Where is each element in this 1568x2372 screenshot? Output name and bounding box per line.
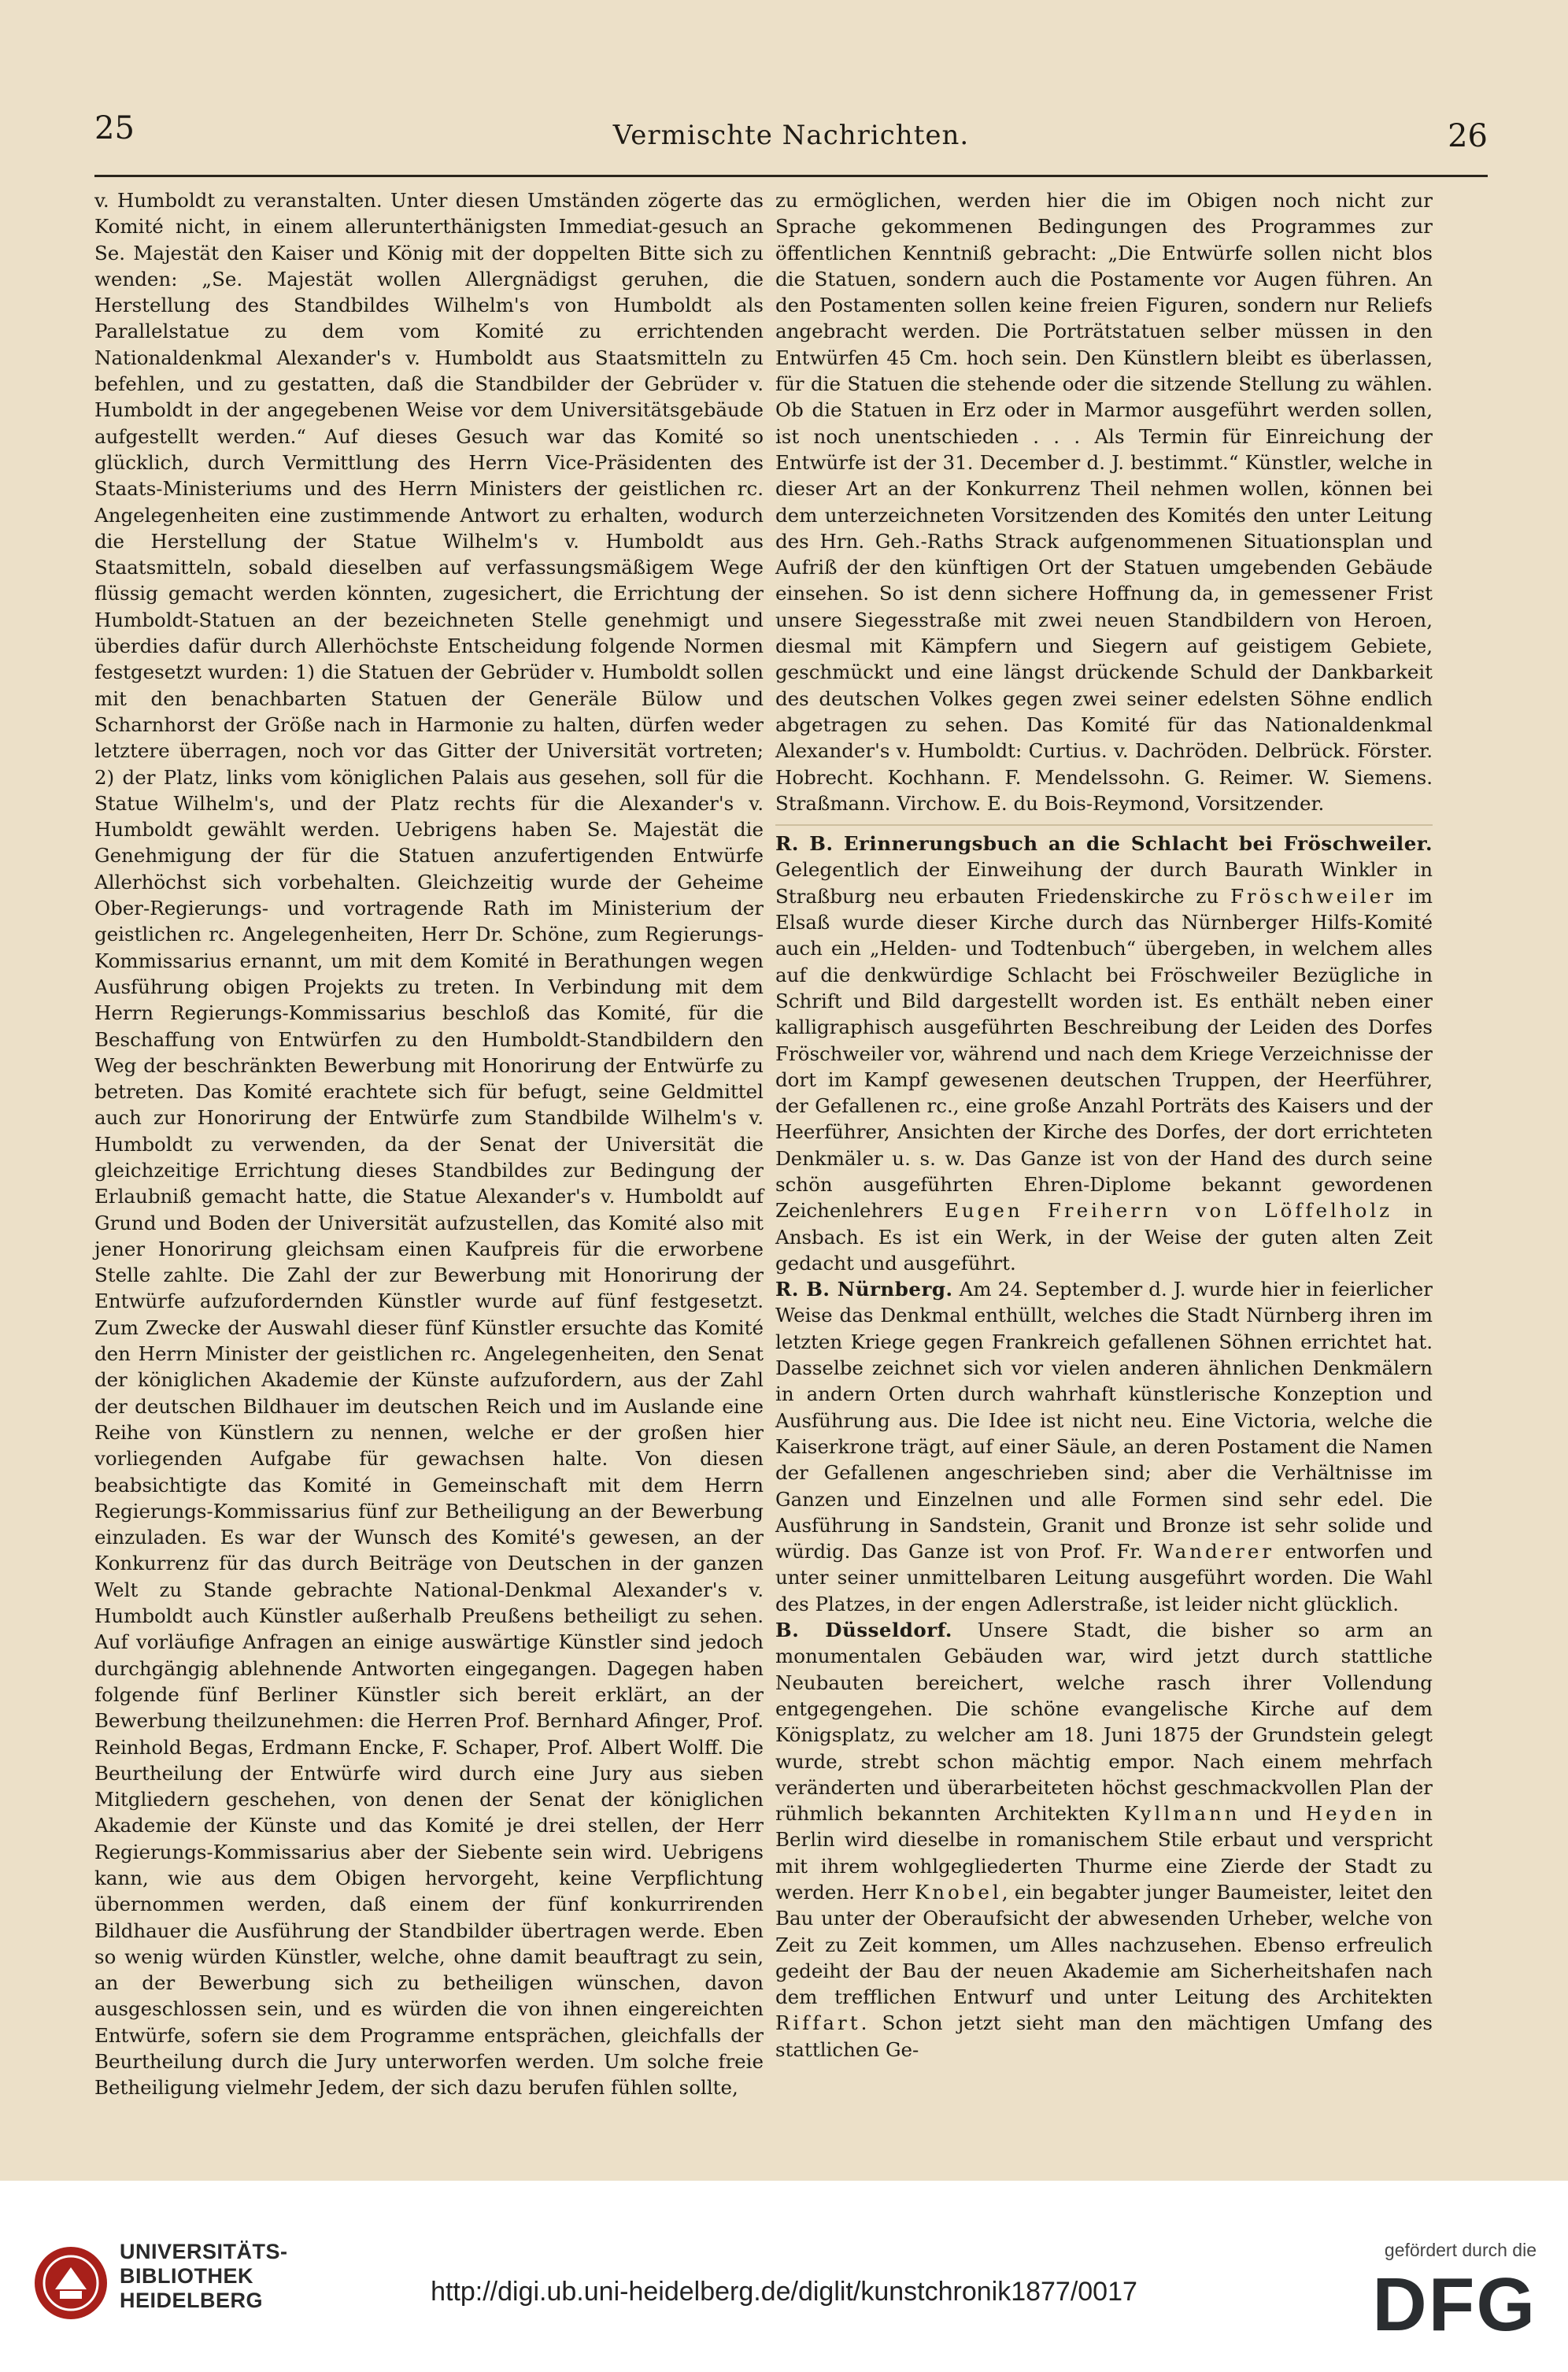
article-spaced-name: Wanderer: [1153, 1540, 1275, 1563]
article-text: im Elsaß wurde dieser Kirche durch das Nürnberger Hilfs-Komité auch ein „Helden- und Todtenbuch“ übergeben, in welchem alles auf die denkwürdige Schlacht bei Fröschweiler Bezügliche in Schrift und Bild dargestellt worden ist. Es enthält neben einer kalligraphisch ausgeführten Beschreibung der Leiden des Dorfes Fröschweiler vor, während und nach dem Kriege Verzeichnisse der dort im Kampf gewesenen deutschen Truppen, der Heerführer, der Gefallenen rc., eine große Anzahl Porträts des Kaisers und der Heerführer, Ansichten der Kirche des Dorfes, der dort errichteten Denkmäler u. s. w. Das Ganze ist von der Hand des durch seine schön ausgeführten Ehren-Diplome bekannt gewordenen Zeichenlehrers: [775, 884, 1433, 1223]
article-heading: R. B. Erinnerungsbuch an die Schlacht bei Fröschweiler.: [775, 832, 1433, 856]
article-text: Am 24. September d. J. wurde hier in feierlicher Weise das Denkmal enthüllt, welches die Stadt Nürnberg ihren im letzten Kriege gegen Frankreich gefallenen Söhnen errichtet hat. Dasselbe zeichnet sich vor vielen anderen ähnlichen Denkmälern in andern Orten durch wahrhaft künstlerische Konzeption und Ausführung aus. Die Idee ist nicht neu. Eine Victoria, welche die Kaiserkrone trägt, auf einer Säule, an deren Postament die Namen der Gefallenen angeschrieben sind; aber die Verhältnisse im Ganzen und Einzelnen und alle Formen sind sehr edel. Die Ausführung in Sandstein, Granit und Bronze ist sehr solide und würdig. Das Ganze ist von Prof. Fr.: [775, 1278, 1433, 1563]
article-spaced-name: Heyden: [1305, 1802, 1400, 1826]
header-rule: [94, 175, 1488, 177]
university-name-text: UNIVERSITÄTS- BIBLIOTHEK HEIDELBERG: [120, 2240, 288, 2312]
article-nuernberg: [775, 1276, 1433, 1617]
left-column: [94, 187, 764, 2101]
article-spaced-name: Riffart: [775, 2011, 861, 2035]
right-column: [775, 187, 1433, 2063]
page-number-right: 26: [1448, 118, 1488, 154]
right-paragraph-continuation: zu ermöglichen, werden hier die im Obigen noch nicht zur Sprache gekommenen Bedingungen des Programmes zur öffentlichen Kenntniß gebracht: „Die Entwürfe sollen nicht blos die Statuen, sondern auch die Postamente vor Augen führen. An den Postamenten sollen keine freien Figuren, sondern nur Reliefs angebracht werden. Die Porträtstatuen selber müssen in den Entwürfen 45 Cm. hoch sein. Den Künstlern bleibt es überlassen, für die Statuen die stehende oder die sitzende Stellung zu wählen. Ob die Statuen in Erz oder in Marmor ausgeführt werden sollen, ist noch unentschieden . . . Als Termin für Einreichung der Entwürfe ist der 31. December d. J. bestimmt.“ Künstler, welche in dieser Art an der Konkurrenz Theil nehmen wollen, können bei dem unterzeichneten Vorsitzenden des Komités den unter Leitung des Hrn. Geh.-Raths Strack aufgenommenen Situationsplan und Aufriß der den künftigen Ort der Statuen umgebenden Gebäude einsehen. So ist denn sichere Hoffnung da, in gemessener Frist unsere Siegesstraße mit zwei neuen Standbildern von Heroen, diesmal mit Kämpfern und Siegern auf geistigem Gebiete, geschmückt und eine längst drückende Schuld der Dankbarkeit des deutschen Volkes gegen zwei seiner edelsten Söhne endlich abgetragen zu sehen. Das Komité für das Nationaldenkmal Alexander's v. Humboldt: Curtius. v. Dachröden. Delbrück. Förster. Hobrecht. Kochhann. F. Mendelssohn. G. Reimer. W. Siemens. Straßmann. Virchow. E. du Bois-Reymond, Vorsitzender.: [775, 189, 1433, 815]
dfg-caption: gefördert durch die: [1384, 2240, 1537, 2260]
article-text: Unsere Stadt, die bisher so arm an monumentalen Gebäuden war, wird jetzt durch stattliche Neubauten bereichert, welche rasch ihrer Vollendung entgegengehen. Die schöne evangelische Kirche auf dem Königsplatz, zu welcher am 18. Juni 1875 der Grundstein gelegt wurde, strebt schon mächtig empor. Nach einem mehrfach veränderten und überarbeiteten höchst geschmackvollen Plan der rühmlich bekannten Architekten: [775, 1619, 1433, 1826]
article-froeschweiler: [775, 831, 1433, 1276]
article-text: in Ansbach. Es ist ein Werk, in der Weise der guten alten Zeit gedacht und ausgeführt.: [775, 1199, 1433, 1275]
article-spaced-name: Fröschweiler: [1230, 884, 1396, 908]
article-text: Gelegentlich der Einweihung der durch Baurath Winkler in Straßburg neu erbauten Friedenskirche zu: [775, 858, 1433, 908]
article-spaced-name: Knobel: [914, 1881, 1002, 1904]
page-number-left: 25: [94, 110, 135, 146]
dfg-logo: DFG: [1372, 2263, 1537, 2347]
page-header: [94, 104, 1488, 159]
left-paragraph: v. Humboldt zu veranstalten. Unter diesen Umständen zögerte das Komité nicht, in einem allerunterthänigsten Immediat-gesuch an Se. Majestät den Kaiser und König mit der doppelten Bitte sich zu wenden: „Se. Majestät wollen Allergnädigst geruhen, die Herstellung des Standbildes Wilhelm's von Humboldt als Parallelstatue zu dem vom Komité zu errichtenden Nationaldenkmal Alexander's v. Humboldt aus Staatsmitteln zu befehlen, und zu gestatten, daß die Standbilder der Gebrüder v. Humboldt in der angegebenen Weise vor dem Universitätsgebäude aufgestellt werden.“ Auf dieses Gesuch war das Komité so glücklich, durch Vermittlung des Herrn Vice-Präsidenten des Staats-Ministeriums und des Herrn Ministers der geistlichen rc. Angelegenheiten eine zustimmende Antwort zu erhalten, wodurch die Herstellung der Statue Wilhelm's v. Humboldt aus Staatsmitteln, sobald dieselben auf verfassungsmäßigem Wege flüssig gemacht werden könnten, zugesichert, die Errichtung der Humboldt-Statuen an der bezeichneten Stelle genehmigt und überdies dafür durch Allerhöchste Entscheidung folgende Normen festgesetzt wurden: 1) die Statuen der Gebrüder v. Humboldt sollen mit den benachbarten Statuen der Generäle Bülow und Scharnhorst der Größe nach in Harmonie zu halten, dürfen weder letztere überragen, noch vor das Gitter der Universität vortreten; 2) der Platz, links vom königlichen Palais aus gesehen, soll für die Statue Wilhelm's, und der Platz rechts für die Alexander's v. Humboldt gewählt werden. Uebrigens haben Se. Majestät die Genehmigung der für die Statuen anzufertigenden Entwürfe Allerhöchst sich vorbehalten. Gleichzeitig wurde der Geheime Ober-Regierungs- und vortragende Rath im Ministerium der geistlichen rc. Angelegenheiten, Herr Dr. Schöne, zum Regierungs-Kommissarius ernannt, um mit dem Komité in Berathungen wegen Ausführung obigen Projekts zu treten. In Verbindung mit dem Herrn Regierungs-Kommissarius beschloß das Komité, für die Beschaffung von Entwürfen zu den Humboldt-Standbildern den Weg der beschränkten Bewerbung mit Honorirung der Entwürfe zu betreten. Das Komité erachtete sich für befugt, seine Geldmittel auch zur Honorirung der Entwürfe zum Standbilde Wilhelm's v. Humboldt zu verwenden, da der Senat der Universität die gleichzeitige Errichtung dieses Standbildes zur Bedingung der Erlaubniß gemacht hatte, die Statue Alexander's v. Humboldt auf Grund und Boden der Universität aufzustellen, das Komité also mit jener Honorirung gleichsam einen Kaufpreis für die erworbene Stelle zahlte. Die Zahl der zur Bewerbung mit Honorirung der Entwürfe aufzufordernden Künstler wurde auf fünf festgesetzt. Zum Zwecke der Auswahl dieser fünf Künstler ersuchte das Komité den Herrn Minister der geistlichen rc. Angelegenheiten, den Senat der königlichen Akademie der Künste aufzufordern, aus der Zahl der deutschen Bildhauer im deutschen Reich und im Auslande eine Reihe von Künstlern zu nennen, welche er der großen hier vorliegenden Aufgabe für gewachsen halte. Von diesen beabsichtigte das Komité in Gemeinschaft mit dem Herrn Regierungs-Kommissarius fünf zur Betheiligung an der Bewerbung einzuladen. Es war der Wunsch des Komité's gewesen, an der Konkurrenz für das durch Beiträge von Deutschen in der ganzen Welt zu Stande gebrachte National-Denkmal Alexander's v. Humboldt auch Künstler außerhalb Preußens betheiligt zu sehen. Auf vorläufige Anfragen an einige auswärtige Künstler sind jedoch durchgängig ablehnende Antworten eingegangen. Dagegen haben folgende fünf Berliner Künstler sich bereit erklärt, an der Bewerbung theilzunehmen: die Herren Prof. Bernhard Afinger, Prof. Reinhold Begas, Erdmann Encke, F. Schaper, Prof. Albert Wolff. Die Beurtheilung der Entwürfe wird durch eine Jury aus sieben Mitgliedern geschehen, von denen der Senat der königlichen Akademie der Künste und das Komité je drei stellen, der Herr Regierungs-Kommissarius aber der Siebente sein wird. Uebrigens kann, wie aus dem Obigen hervorgeht, keine Verpflichtung übernommen werden, daß einem der fünf konkurrirenden Bildhauer die Ausführung der Standbilder übertragen werde. Eben so wenig würden Künstler, welche, ohne damit beauftragt zu sein, an der Bewerbung sich zu betheiligen wünschen, davon ausgeschlossen sein, und es würden die von ihnen eingereichten Entwürfe, sofern sie dem Programme entsprächen, gleichfalls der Beurtheilung durch die Jury unterworfen werden. Um solche freie Betheiligung vielmehr Jedem, der sich dazu berufen fühlen sollte,: [94, 189, 764, 2100]
running-title: Vermischte Nachrichten.: [612, 120, 970, 151]
article-heading: R. B. Nürnberg.: [775, 1278, 953, 1301]
article-spaced-name: Kyllmann: [1123, 1802, 1241, 1826]
article-text: in Berlin wird dieselbe in romanischem Stile erbaut und verspricht mit ihrem wohlgegliederten Thurme eine Zierde der Stadt zu werden. Herr: [775, 1802, 1433, 1904]
article-duesseldorf: [775, 1617, 1433, 2063]
article-spaced-name: Eugen Freiherrn von Löffelholz: [945, 1199, 1393, 1223]
article-text: und: [1254, 1802, 1292, 1826]
section-divider: [775, 824, 1433, 826]
article-text: , ein begabter junger Baumeister, leitet den Bau unter der Oberaufsicht der abwesenden Urheber, welche von Zeit zu Zeit kommen, um Alles nachzusehen. Ebenso erfreulich gedeiht der Bau der neuen Akademie am Sicherheitshafen nach dem trefflichen Entwurf und unter Leitung des Architekten: [775, 1881, 1433, 2009]
dfg-sponsor[interactable]: [1308, 2240, 1537, 2350]
article-heading: B. Düsseldorf.: [775, 1619, 952, 1642]
article-text: . Schon jetzt sieht man den mächtigen Umfang des stattlichen Ge-: [775, 2011, 1433, 2061]
article-text: entworfen und unter seiner unmittelbaren Leitung ausgeführt worden. Die Wahl des Platzes, in der engen Adlerstraße, ist leider nicht glücklich.: [775, 1540, 1433, 1615]
permalink-url[interactable]: http://digi.ub.uni-heidelberg.de/diglit/kunstchronik1877/0017: [431, 2277, 1137, 2307]
